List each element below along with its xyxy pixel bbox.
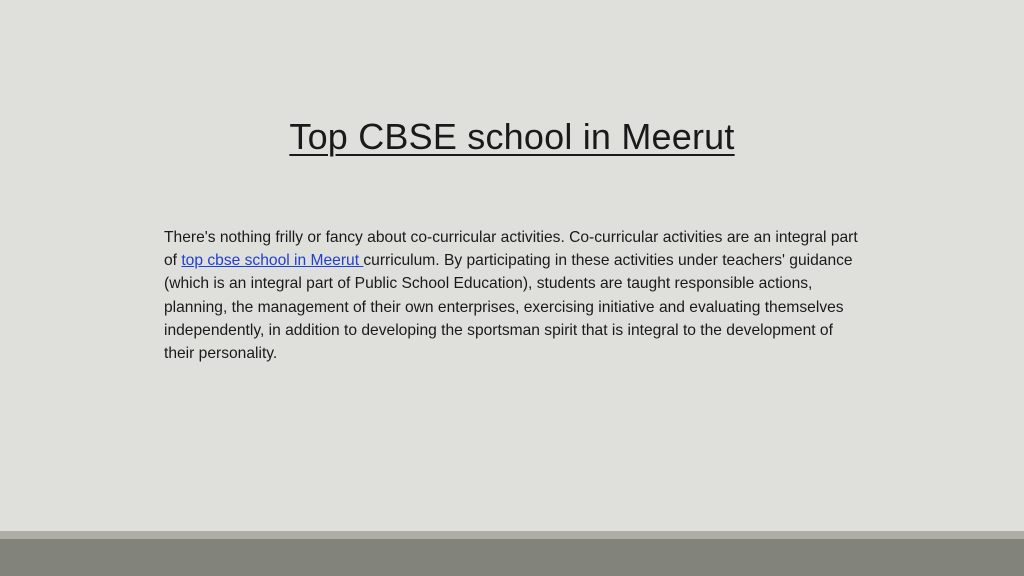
body-paragraph — [164, 226, 864, 365]
footer-band-dark — [0, 539, 1024, 576]
slide-title: Top CBSE school in Meerut — [289, 116, 735, 157]
school-link[interactable]: top cbse school in Meerut — [181, 252, 364, 270]
footer-band-light — [0, 531, 1024, 539]
paragraph-text-before-link: There's nothing frilly or fancy about co-curricular activities. Co-curricular activities are an integral part of — [164, 229, 858, 270]
paragraph-text-after-link: curriculum. By participating in these activities under teachers' guidance (which is an integral part of Public School Education), students are taught responsible actions, planning, the management of their own enterprises, exercising initiative and evaluating themselves independently, in addition to developing the sportsman spirit that is integral to the development of their personality. — [164, 252, 853, 363]
